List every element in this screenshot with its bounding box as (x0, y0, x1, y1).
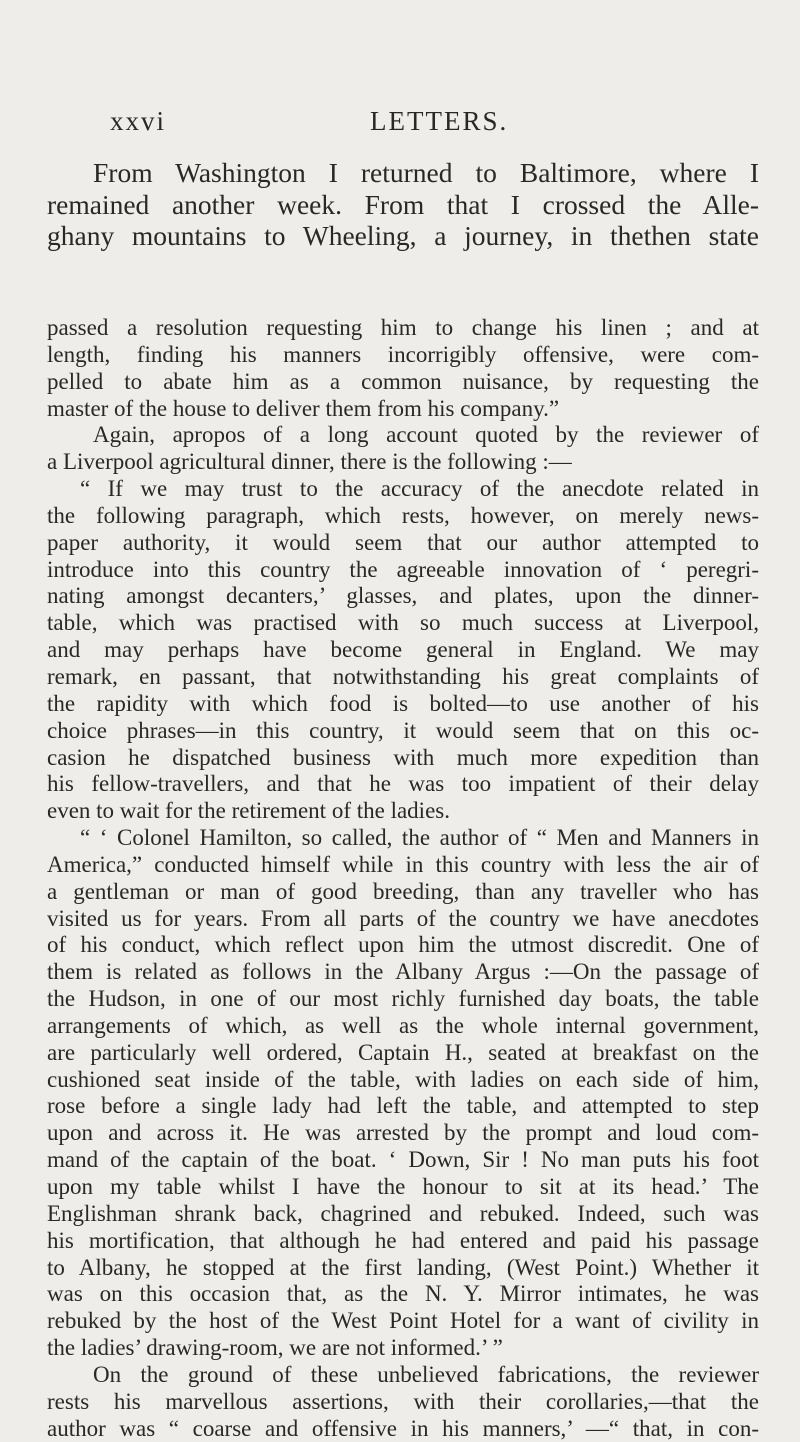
text-line: a gentleman or man of good breeding, than any traveller who has (47, 878, 759, 904)
text-line: of his conduct, which reflect upon him the utmost discredit. One of (47, 932, 759, 958)
text-line: introduce into this country the agreeable innovation of ‘ peregri- (47, 556, 759, 582)
quoted-review-text (47, 315, 759, 1442)
text-line: upon and across it. He was arrested by the prompt and loud com- (47, 1120, 759, 1146)
text-line: to Albany, he stopped at the first landing, (West Point.) Whether it (47, 1254, 759, 1280)
text-line: length, finding his manners incorrigibly offensive, were com- (47, 341, 759, 367)
text-line: “ ‘ Colonel Hamilton, so called, the author of “ Men and Manners in (80, 825, 759, 851)
text-line: table, which was practised with so much success at Liverpool, (47, 610, 759, 636)
text-line: upon my table whilst I have the honour to sit at its head.’ The (47, 1174, 759, 1199)
text-line: the rapidity with which food is bolted—to use another of his (47, 690, 759, 716)
text-line: passed a resolution requesting him to change his linen ; and at (47, 315, 759, 340)
text-line: nating amongst decanters,’ glasses, and plates, upon the dinner- (47, 583, 759, 609)
text-line: are particularly well ordered, Captain H., seated at breakfast on the (47, 1039, 759, 1065)
text-line: arrangements of which, as well as the whole internal government, (47, 1012, 759, 1038)
text-line: mand of the captain of the boat. ‘ Down, Sir ! No man puts his foot (47, 1147, 759, 1173)
text-line: On the ground of these unbelieved fabrications, the reviewer (93, 1361, 759, 1387)
text-line: them is related as follows in the Albany Argus :—On the passage of (47, 959, 759, 985)
text-line: “ If we may trust to the accuracy of the anecdote related in (80, 476, 759, 502)
text-line: rests his marvellous assertions, with their corollaries,—that the (47, 1388, 759, 1414)
text-line: rebuked by the host of the West Point Hotel for a want of civility in (47, 1308, 759, 1334)
text-line: cushioned seat inside of the table, with ladies on each side of him, (47, 1066, 759, 1092)
text-line: choice phrases—in this country, it would seem that on this oc- (47, 717, 759, 743)
text-line: remained another week. From that I crossed the Alle- (47, 188, 759, 220)
text-line: a Liverpool agricultural dinner, there is the following :— (47, 449, 572, 475)
running-title: LETTERS. (370, 106, 509, 136)
running-head (110, 106, 710, 140)
text-line: America,” conducted himself while in this country with less the air of (47, 851, 759, 877)
text-line: even to wait for the retirement of the ladies. (47, 798, 450, 824)
text-line: rose before a single lady had left the table, and attempted to step (47, 1093, 759, 1119)
text-line: his mortification, that although he had entered and paid his passage (47, 1227, 759, 1253)
text-line: casion he dispatched business with much more expedition than (47, 744, 759, 770)
text-line: the following paragraph, which rests, however, on merely news- (47, 502, 759, 528)
text-line: From Washington I returned to Baltimore, where I (93, 157, 759, 188)
opening-paragraph (47, 157, 759, 252)
text-line: his fellow-travellers, and that he was too impatient of their delay (47, 771, 759, 797)
text-line: Again, apropos of a long account quoted by the reviewer of (93, 422, 759, 448)
text-line: master of the house to deliver them from his company.” (47, 395, 560, 421)
text-line: ghany mountains to Wheeling, a journey, in thethen state (47, 220, 759, 251)
text-line: the Hudson, in one of our most richly furnished day boats, the table (47, 986, 759, 1012)
text-line: the ladies’ drawing-room, we are not informed.’ ” (47, 1335, 503, 1361)
text-line: and may perhaps have become general in England. We may (47, 637, 759, 663)
text-line: was on this occasion that, as the N. Y. Mirror intimates, he was (47, 1281, 759, 1307)
text-line: remark, en passant, that notwithstanding his great complaints of (47, 663, 759, 689)
text-line: paper authority, it would seem that our author attempted to (47, 529, 759, 555)
page-number: xxvi (110, 106, 167, 136)
text-line: Englishman shrank back, chagrined and rebuked. Indeed, such was (47, 1200, 759, 1226)
text-line: pelled to abate him as a common nuisance, by requesting the (47, 368, 759, 394)
text-line: visited us for years. From all parts of the country we have anecdotes (47, 905, 759, 931)
text-line: author was “ coarse and offensive in his manners,’ —“ that, in con- (47, 1415, 759, 1441)
